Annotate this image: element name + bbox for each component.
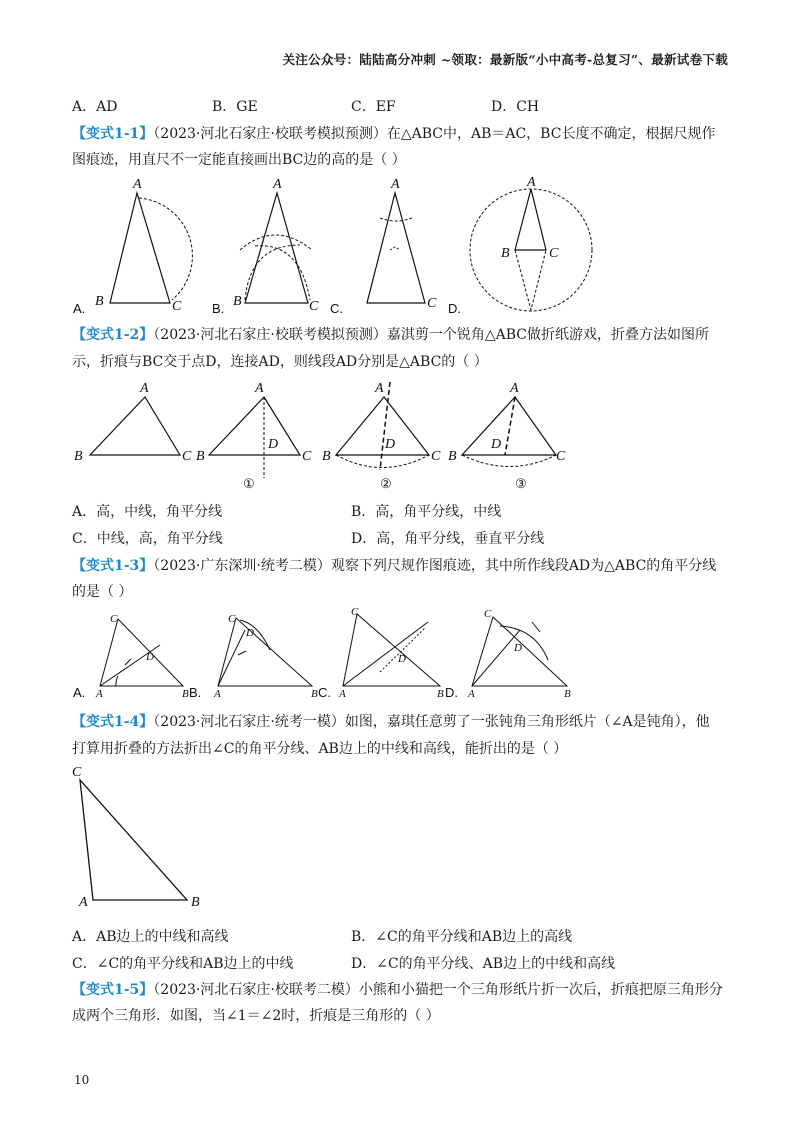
q2-option-c: C．中线，高，角平分线 [72, 531, 223, 547]
q3-label-d: D. [445, 685, 458, 700]
q5-line2: 成两个三角形．如图，当∠1＝∠2时，折痕是三角形的（ ） [72, 1008, 440, 1024]
q2-option-d: D．高，角平分线，垂直平分线 [351, 531, 545, 547]
vertex-label: A [133, 177, 142, 192]
vertex-label: D [491, 437, 502, 452]
q3-line2: 的是（ ） [72, 584, 133, 600]
q1-line2: 图痕迹，用直尺不一定能直接画出BC边的高的是（ ） [72, 152, 406, 168]
vertex-label: C [549, 246, 559, 261]
vertex-label: C [309, 299, 319, 314]
q4-option-a: A．AB边上的中线和高线 [72, 929, 229, 945]
vertex-label: D [146, 651, 154, 663]
vertex-label: B [191, 895, 200, 910]
fig-number-2: ② [380, 476, 392, 491]
q2-option-b: B．高，角平分线，中线 [351, 504, 502, 520]
vertex-label: A [214, 688, 221, 700]
q4-text1: （2023·河北石家庄·统考一模）如图，嘉琪任意剪了一张钝角三角形纸片（∠A是钝角），他 [153, 714, 710, 730]
q2-text1: （2023·河北石家庄·校联考模拟预测）嘉淇剪一个锐角△ABC做折纸游戏，折叠方法如图所 [153, 327, 709, 343]
q5-tag: 【变式1-5】 [72, 982, 154, 998]
vertex-label: A [140, 381, 149, 396]
q3-tag: 【变式1-3】 [72, 558, 154, 574]
vertex-label: B [196, 449, 205, 464]
vertex-label: C [431, 449, 441, 464]
q1-tag: 【变式1-1】 [72, 126, 154, 142]
vertex-label: C [427, 296, 437, 311]
q0-option-c: C．EF [351, 99, 396, 115]
vertex-label: C [72, 765, 82, 780]
q5-text1: （2023·河北石家庄·校联考二模）小熊和小猫把一个三角形纸片折一次后，折痕把原三角形分 [153, 982, 723, 998]
vertex-label: A [375, 381, 384, 396]
q4-line2: 打算用折叠的方法折出∠C的角平分线、AB边上的中线和高线，能折出的是（ ） [72, 741, 568, 757]
vertex-label: B [182, 688, 189, 700]
q5-line1 [72, 979, 723, 999]
vertex-label: D [398, 653, 406, 665]
page-number: 10 [74, 1073, 90, 1087]
q1-label-b: B. [212, 301, 225, 316]
vertex-label: D [514, 642, 522, 654]
q1-label-c: C. [330, 301, 343, 316]
vertex-label: A [96, 688, 103, 700]
vertex-label: A [273, 177, 282, 192]
vertex-label: B [437, 688, 444, 700]
q4-option-c: C．∠C的角平分线和AB边上的中线 [72, 956, 294, 972]
vertex-label: C [351, 606, 359, 618]
vertex-label: A [527, 175, 536, 190]
q3-label-a: A. [73, 685, 86, 700]
page-header: 关注公众号：陆陆高分冲刺 ~领取：最新版“小中高考-总复习”、最新试卷下载 [282, 52, 728, 67]
fig-number-3: ③ [515, 476, 527, 491]
vertex-label: D [246, 627, 254, 639]
q2-option-a: A．高，中线，角平分线 [72, 504, 223, 520]
q3-label-c: C. [318, 685, 331, 700]
vertex-label: C [302, 449, 312, 464]
vertex-label: B [95, 294, 104, 309]
vertex-label: C [182, 449, 192, 464]
vertex-label: C [110, 613, 118, 625]
vertex-label: B [448, 449, 457, 464]
q0-option-b: B．GE [212, 99, 258, 115]
vertex-label: C [228, 613, 236, 625]
vertex-label: A [339, 688, 346, 700]
q1-label-a: A. [73, 301, 86, 316]
vertex-label: B [233, 294, 242, 309]
q1-text1: （2023·河北石家庄·校联考模拟预测）在△ABC中，AB＝AC，BC长度不确定，根据尺规作 [153, 126, 716, 142]
q0-option-d: D．CH [491, 99, 540, 115]
vertex-label: B [322, 449, 331, 464]
vertex-label: C [556, 449, 566, 464]
q3-text1: （2023·广东深圳·统考二模）观察下列尺规作图痕迹，其中所作线段AD为△ABC的角平分线 [153, 558, 717, 574]
vertex-label: B [74, 449, 83, 464]
vertex-label: A [255, 381, 264, 396]
q3-label-b: B. [189, 685, 202, 700]
vertex-label: A [510, 381, 519, 396]
vertex-label: D [385, 437, 396, 452]
vertex-label: C [172, 299, 182, 314]
vertex-label: A [391, 177, 400, 192]
vertex-label: D [268, 437, 279, 452]
vertex-label: A [79, 895, 88, 910]
q4-option-d: D．∠C的角平分线、AB边上的中线和高线 [351, 956, 616, 972]
q4-option-b: B．∠C的角平分线和AB边上的高线 [351, 929, 573, 945]
q2-line2: 示，折痕与BC交于点D，连接AD，则线段AD分别是△ABC的（ ） [72, 354, 488, 370]
vertex-label: B [501, 246, 510, 261]
q2-tag: 【变式1-2】 [72, 327, 154, 343]
vertex-label: B [564, 688, 571, 700]
vertex-label: B [311, 688, 318, 700]
q1-label-d: D. [448, 301, 461, 316]
vertex-label: A [468, 688, 475, 700]
vertex-label: C [484, 608, 492, 620]
q4-tag: 【变式1-4】 [72, 714, 154, 730]
fig-number-1: ① [243, 476, 255, 491]
q0-option-a: A．AD [72, 99, 118, 115]
